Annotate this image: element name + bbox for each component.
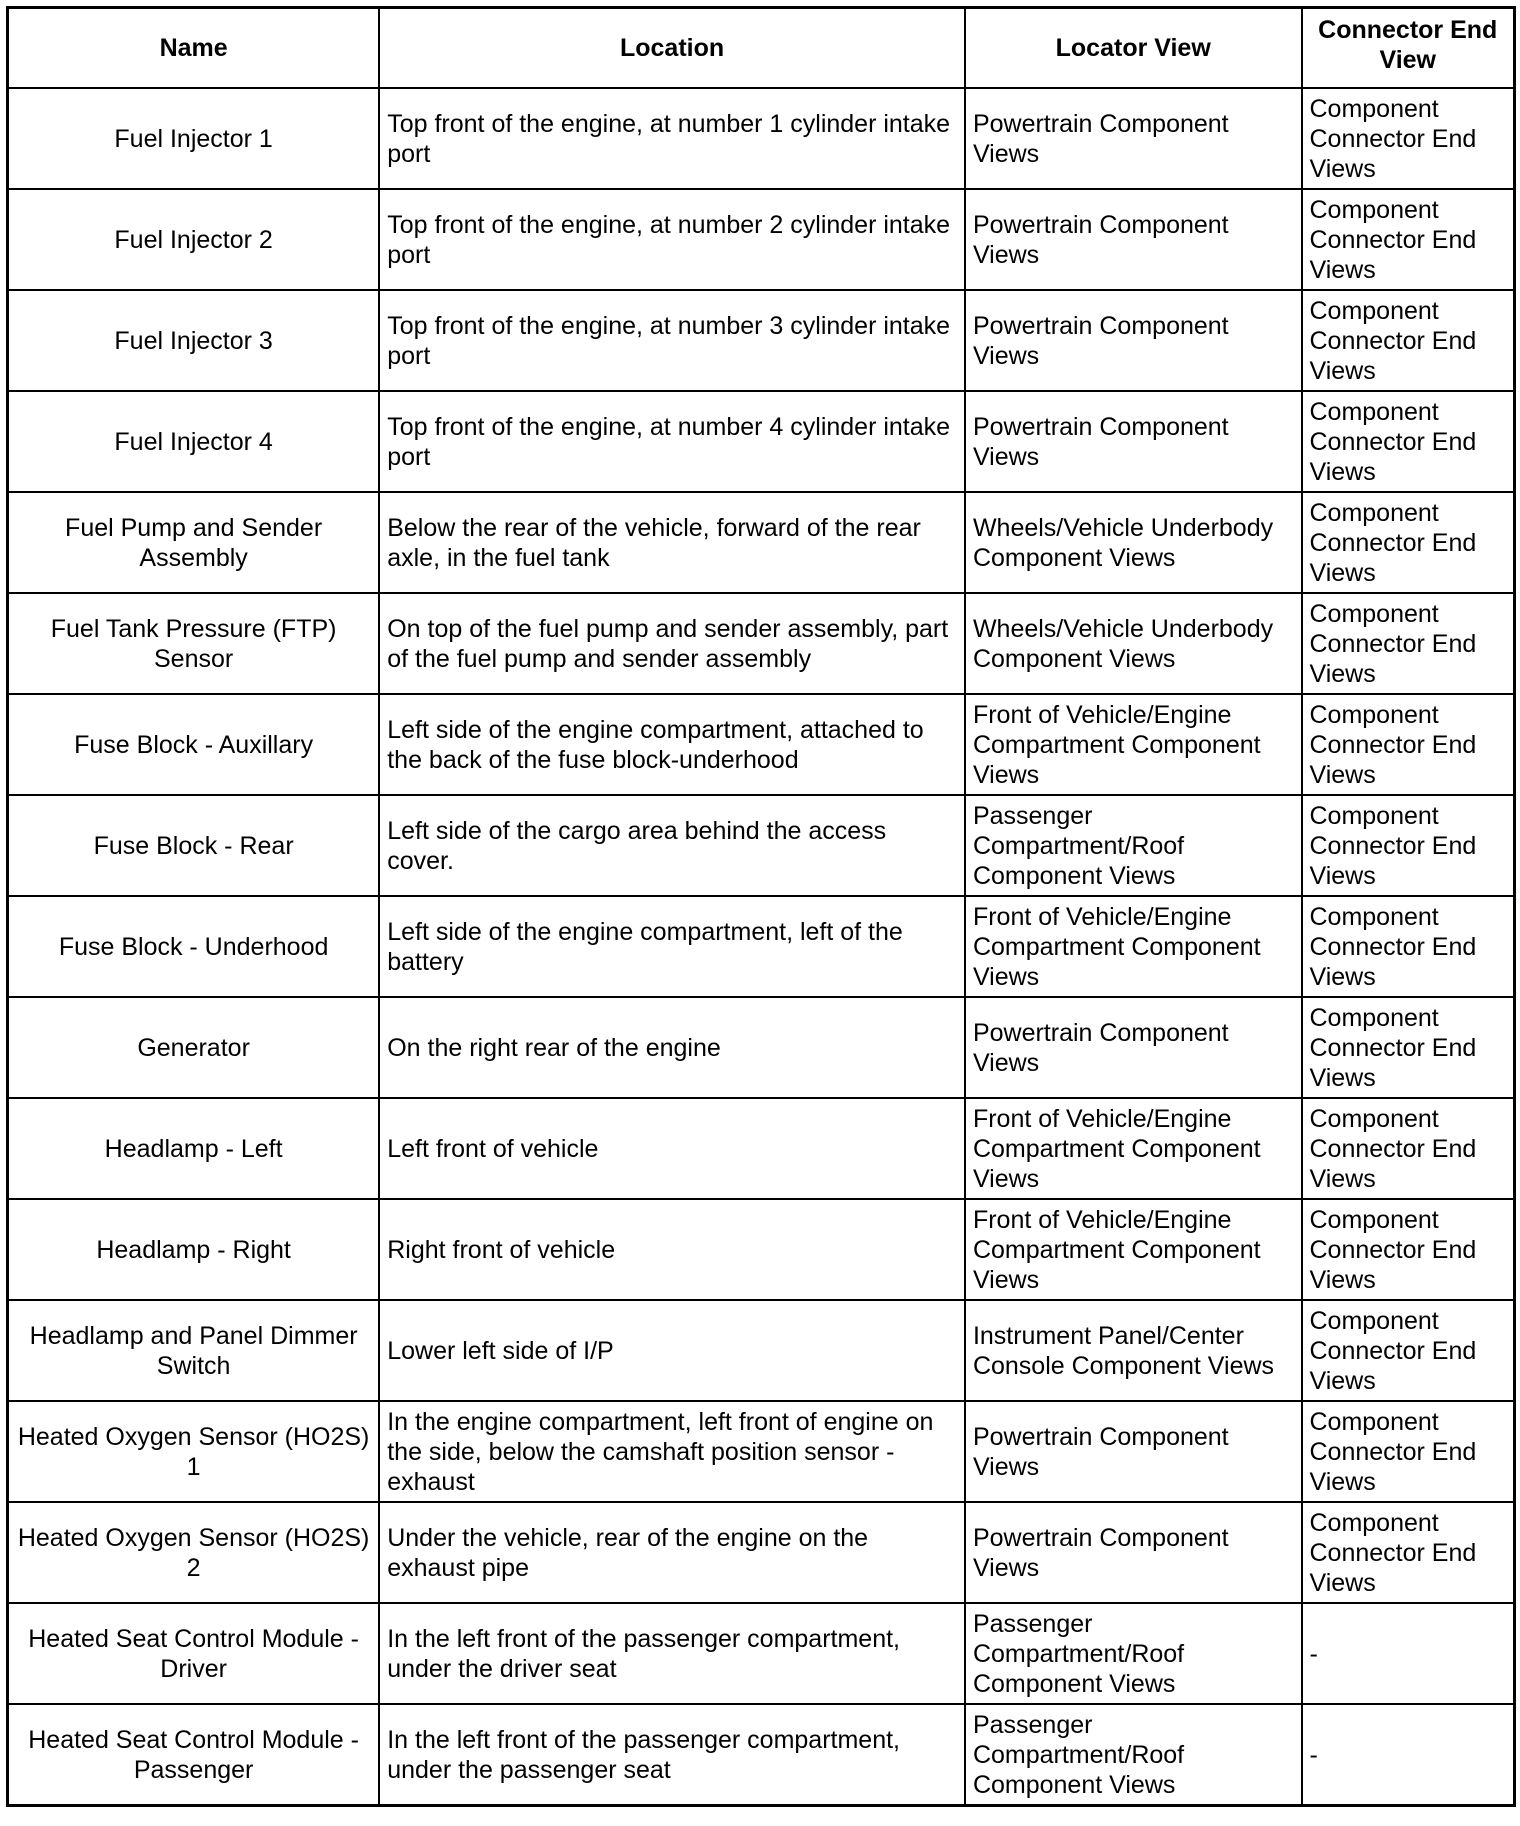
- cell-locator-view: Powertrain Component Views: [965, 88, 1302, 189]
- cell-location: Right front of vehicle: [379, 1199, 965, 1300]
- cell-location: Lower left side of I/P: [379, 1300, 965, 1401]
- cell-location: Top front of the engine, at number 3 cylinder intake port: [379, 290, 965, 391]
- cell-locator-view: Instrument Panel/Center Console Component Views: [965, 1300, 1302, 1401]
- cell-location: Top front of the engine, at number 4 cylinder intake port: [379, 391, 965, 492]
- component-locator-table: [6, 6, 1516, 1807]
- cell-location: Top front of the engine, at number 1 cylinder intake port: [379, 88, 965, 189]
- table-row: [8, 391, 1515, 492]
- cell-connector-end-view: Component Connector End Views: [1302, 88, 1515, 189]
- cell-location: Left side of the cargo area behind the access cover.: [379, 795, 965, 896]
- cell-location: Under the vehicle, rear of the engine on the exhaust pipe: [379, 1502, 965, 1603]
- cell-name: Headlamp - Right: [8, 1199, 380, 1300]
- cell-connector-end-view: Component Connector End Views: [1302, 795, 1515, 896]
- cell-name: Fuel Injector 1: [8, 88, 380, 189]
- cell-connector-end-view: Component Connector End Views: [1302, 593, 1515, 694]
- cell-connector-end-view: -: [1302, 1704, 1515, 1806]
- cell-locator-view: Passenger Compartment/Roof Component Views: [965, 1603, 1302, 1704]
- cell-location: In the left front of the passenger compartment, under the passenger seat: [379, 1704, 965, 1806]
- cell-locator-view: Powertrain Component Views: [965, 189, 1302, 290]
- cell-location: Top front of the engine, at number 2 cylinder intake port: [379, 189, 965, 290]
- cell-connector-end-view: Component Connector End Views: [1302, 189, 1515, 290]
- table-row: [8, 694, 1515, 795]
- cell-locator-view: Wheels/Vehicle Underbody Component Views: [965, 492, 1302, 593]
- table-row: [8, 1603, 1515, 1704]
- cell-location: Left front of vehicle: [379, 1098, 965, 1199]
- cell-connector-end-view: Component Connector End Views: [1302, 1098, 1515, 1199]
- cell-connector-end-view: -: [1302, 1603, 1515, 1704]
- cell-locator-view: Front of Vehicle/Engine Compartment Component Views: [965, 1199, 1302, 1300]
- table-row: [8, 88, 1515, 189]
- cell-connector-end-view: Component Connector End Views: [1302, 492, 1515, 593]
- cell-location: In the engine compartment, left front of engine on the side, below the camshaft position sensor - exhaust: [379, 1401, 965, 1502]
- cell-name: Headlamp and Panel Dimmer Switch: [8, 1300, 380, 1401]
- table-body: [8, 88, 1515, 1806]
- cell-locator-view: Passenger Compartment/Roof Component Views: [965, 795, 1302, 896]
- table-row: [8, 1098, 1515, 1199]
- cell-name: Fuel Injector 4: [8, 391, 380, 492]
- table-row: [8, 189, 1515, 290]
- cell-locator-view: Wheels/Vehicle Underbody Component Views: [965, 593, 1302, 694]
- table-row: [8, 795, 1515, 896]
- cell-name: Heated Seat Control Module - Driver: [8, 1603, 380, 1704]
- cell-name: Heated Oxygen Sensor (HO2S) 1: [8, 1401, 380, 1502]
- header-connector-end-view: Connector End View: [1302, 8, 1515, 89]
- cell-connector-end-view: Component Connector End Views: [1302, 391, 1515, 492]
- cell-name: Fuel Tank Pressure (FTP) Sensor: [8, 593, 380, 694]
- table-row: [8, 1502, 1515, 1603]
- table-row: [8, 1199, 1515, 1300]
- table-row: [8, 593, 1515, 694]
- cell-location: On the right rear of the engine: [379, 997, 965, 1098]
- cell-connector-end-view: Component Connector End Views: [1302, 896, 1515, 997]
- table-row: [8, 1401, 1515, 1502]
- cell-connector-end-view: Component Connector End Views: [1302, 1300, 1515, 1401]
- cell-location: On top of the fuel pump and sender assembly, part of the fuel pump and sender assembly: [379, 593, 965, 694]
- cell-connector-end-view: Component Connector End Views: [1302, 1502, 1515, 1603]
- cell-connector-end-view: Component Connector End Views: [1302, 290, 1515, 391]
- cell-name: Fuel Pump and Sender Assembly: [8, 492, 380, 593]
- cell-locator-view: Powertrain Component Views: [965, 997, 1302, 1098]
- header-locator-view: Locator View: [965, 8, 1302, 89]
- cell-location: Left side of the engine compartment, left of the battery: [379, 896, 965, 997]
- table-row: [8, 290, 1515, 391]
- cell-connector-end-view: Component Connector End Views: [1302, 1401, 1515, 1502]
- cell-connector-end-view: Component Connector End Views: [1302, 694, 1515, 795]
- table-row: [8, 896, 1515, 997]
- cell-location: Left side of the engine compartment, attached to the back of the fuse block-underhood: [379, 694, 965, 795]
- cell-name: Fuse Block - Rear: [8, 795, 380, 896]
- cell-location: Below the rear of the vehicle, forward of the rear axle, in the fuel tank: [379, 492, 965, 593]
- cell-name: Heated Oxygen Sensor (HO2S) 2: [8, 1502, 380, 1603]
- cell-locator-view: Powertrain Component Views: [965, 1502, 1302, 1603]
- cell-name: Heated Seat Control Module - Passenger: [8, 1704, 380, 1806]
- cell-locator-view: Front of Vehicle/Engine Compartment Component Views: [965, 896, 1302, 997]
- cell-locator-view: Powertrain Component Views: [965, 1401, 1302, 1502]
- cell-name: Fuse Block - Auxillary: [8, 694, 380, 795]
- header-name: Name: [8, 8, 380, 89]
- table-row: [8, 997, 1515, 1098]
- cell-locator-view: Passenger Compartment/Roof Component Views: [965, 1704, 1302, 1806]
- table-row: [8, 1704, 1515, 1806]
- table-row: [8, 1300, 1515, 1401]
- cell-locator-view: Front of Vehicle/Engine Compartment Component Views: [965, 694, 1302, 795]
- header-row: [8, 8, 1515, 89]
- cell-locator-view: Powertrain Component Views: [965, 290, 1302, 391]
- cell-name: Fuel Injector 2: [8, 189, 380, 290]
- cell-connector-end-view: Component Connector End Views: [1302, 997, 1515, 1098]
- cell-name: Headlamp - Left: [8, 1098, 380, 1199]
- cell-connector-end-view: Component Connector End Views: [1302, 1199, 1515, 1300]
- cell-locator-view: Front of Vehicle/Engine Compartment Component Views: [965, 1098, 1302, 1199]
- cell-name: Fuse Block - Underhood: [8, 896, 380, 997]
- table-row: [8, 492, 1515, 593]
- cell-locator-view: Powertrain Component Views: [965, 391, 1302, 492]
- cell-name: Fuel Injector 3: [8, 290, 380, 391]
- cell-location: In the left front of the passenger compartment, under the driver seat: [379, 1603, 965, 1704]
- cell-name: Generator: [8, 997, 380, 1098]
- header-location: Location: [379, 8, 965, 89]
